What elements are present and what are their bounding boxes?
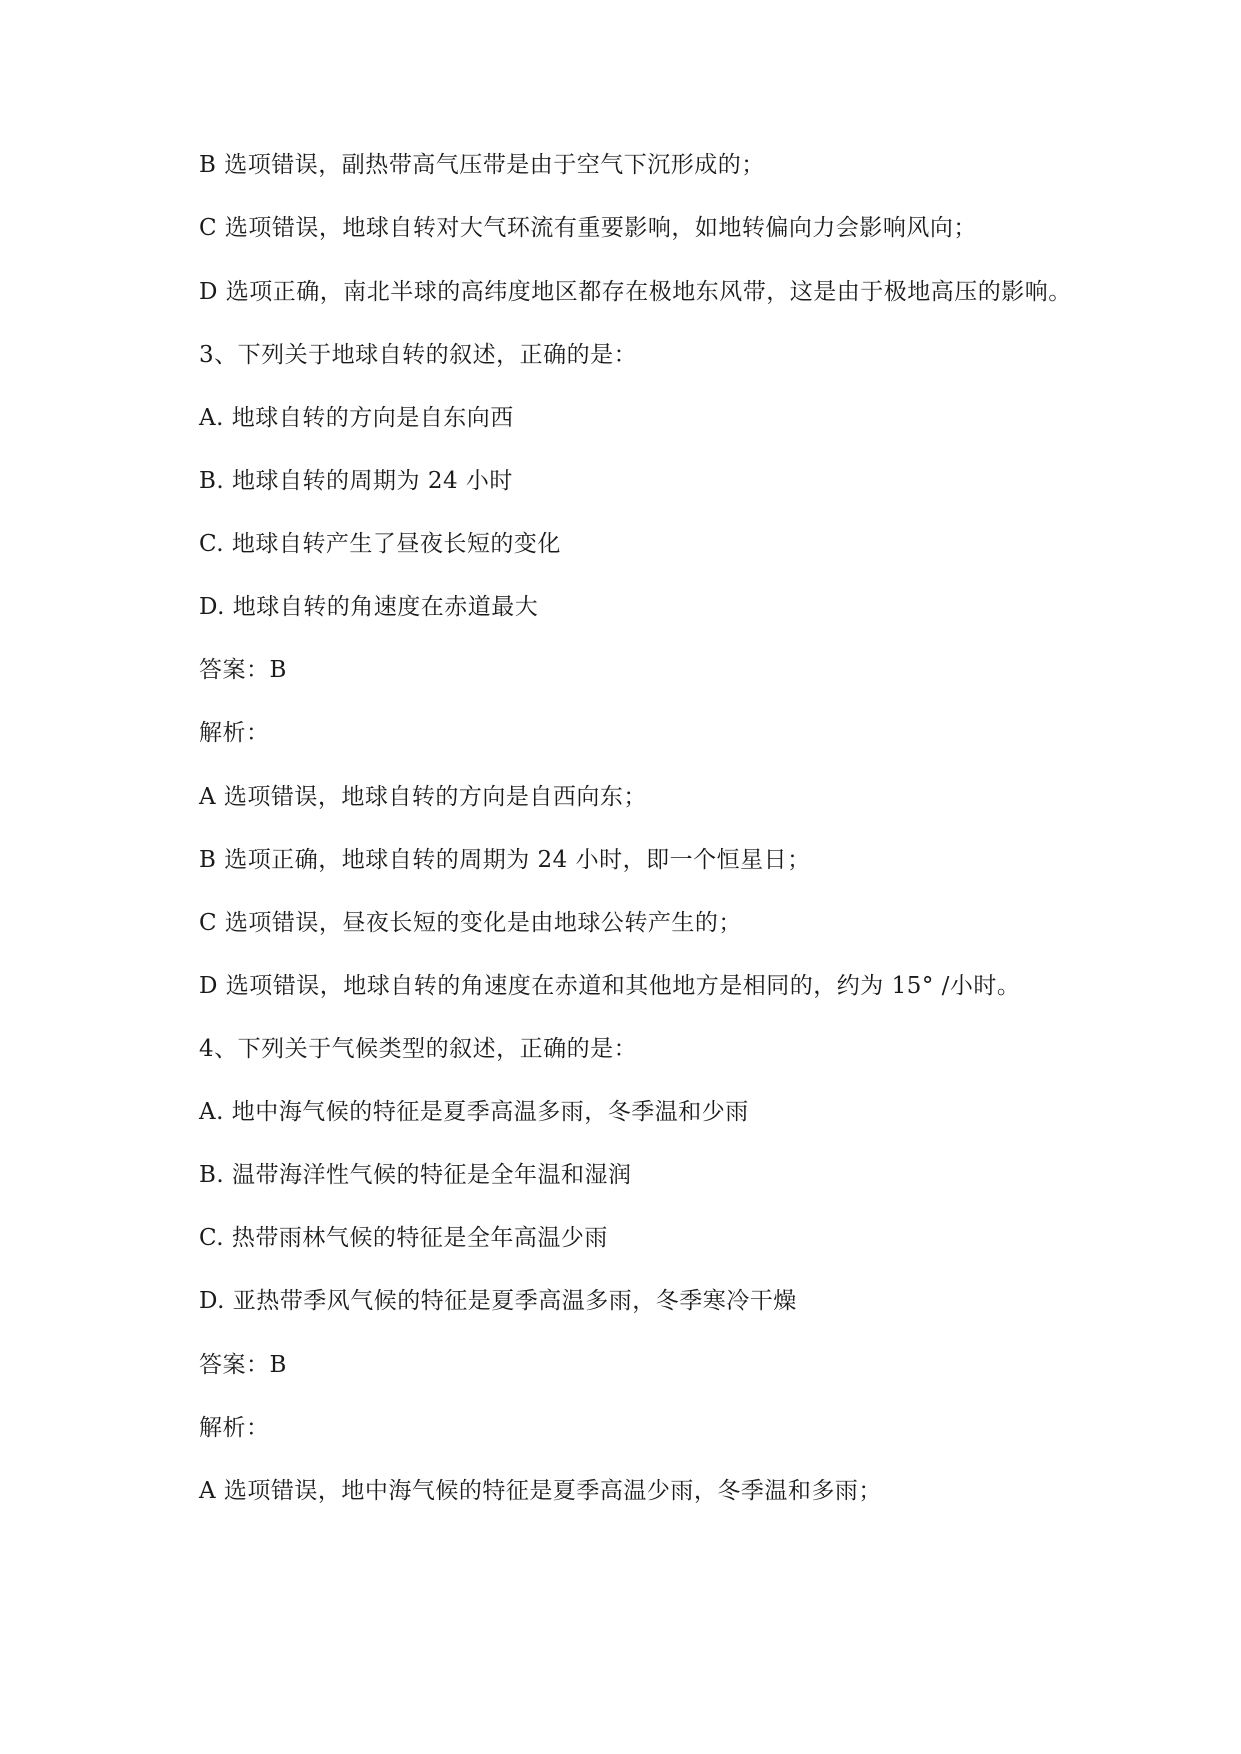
- question-4-option-c: C. 热带雨林气候的特征是全年高温少雨: [199, 1225, 608, 1251]
- question-3-answer: 答案：B: [199, 657, 287, 683]
- question-4-option-a: A. 地中海气候的特征是夏季高温多雨，冬季温和少雨: [199, 1099, 749, 1125]
- question-3-option-d: D. 地球自转的角速度在赤道最大: [199, 594, 539, 620]
- question-3-stem: 3、下列关于地球自转的叙述，正确的是：: [199, 342, 638, 368]
- analysis-line-b: B 选项错误，副热带高气压带是由于空气下沉形成的；: [199, 152, 765, 178]
- question-3-analysis-d: D 选项错误，地球自转的角速度在赤道和其他地方是相同的，约为 15° /小时。: [199, 973, 1021, 999]
- analysis-line-d: D 选项正确，南北半球的高纬度地区都存在极地东风带，这是由于极地高压的影响。: [199, 279, 1072, 305]
- question-3-option-b: B. 地球自转的周期为 24 小时: [199, 468, 513, 494]
- question-3-option-a: A. 地球自转的方向是自东向西: [199, 405, 514, 431]
- analysis-line-c: C 选项错误，地球自转对大气环流有重要影响，如地转偏向力会影响风向；: [199, 215, 977, 241]
- question-4-stem: 4、下列关于气候类型的叙述，正确的是：: [199, 1036, 638, 1062]
- question-3-option-c: C. 地球自转产生了昼夜长短的变化: [199, 531, 561, 557]
- question-3-analysis-c: C 选项错误，昼夜长短的变化是由地球公转产生的；: [199, 910, 742, 936]
- question-4-option-d: D. 亚热带季风气候的特征是夏季高温多雨，冬季寒冷干燥: [199, 1288, 797, 1314]
- question-4-analysis-a: A 选项错误，地中海气候的特征是夏季高温少雨，冬季温和多雨；: [199, 1478, 882, 1504]
- question-4-analysis-heading: 解析：: [199, 1415, 270, 1441]
- question-3-analysis-a: A 选项错误，地球自转的方向是自西向东；: [199, 784, 647, 810]
- question-4-answer: 答案：B: [199, 1352, 287, 1378]
- question-4-option-b: B. 温带海洋性气候的特征是全年温和湿润: [199, 1162, 632, 1188]
- question-3-analysis-heading: 解析：: [199, 720, 270, 746]
- question-3-analysis-b: B 选项正确，地球自转的周期为 24 小时，即一个恒星日；: [199, 847, 811, 873]
